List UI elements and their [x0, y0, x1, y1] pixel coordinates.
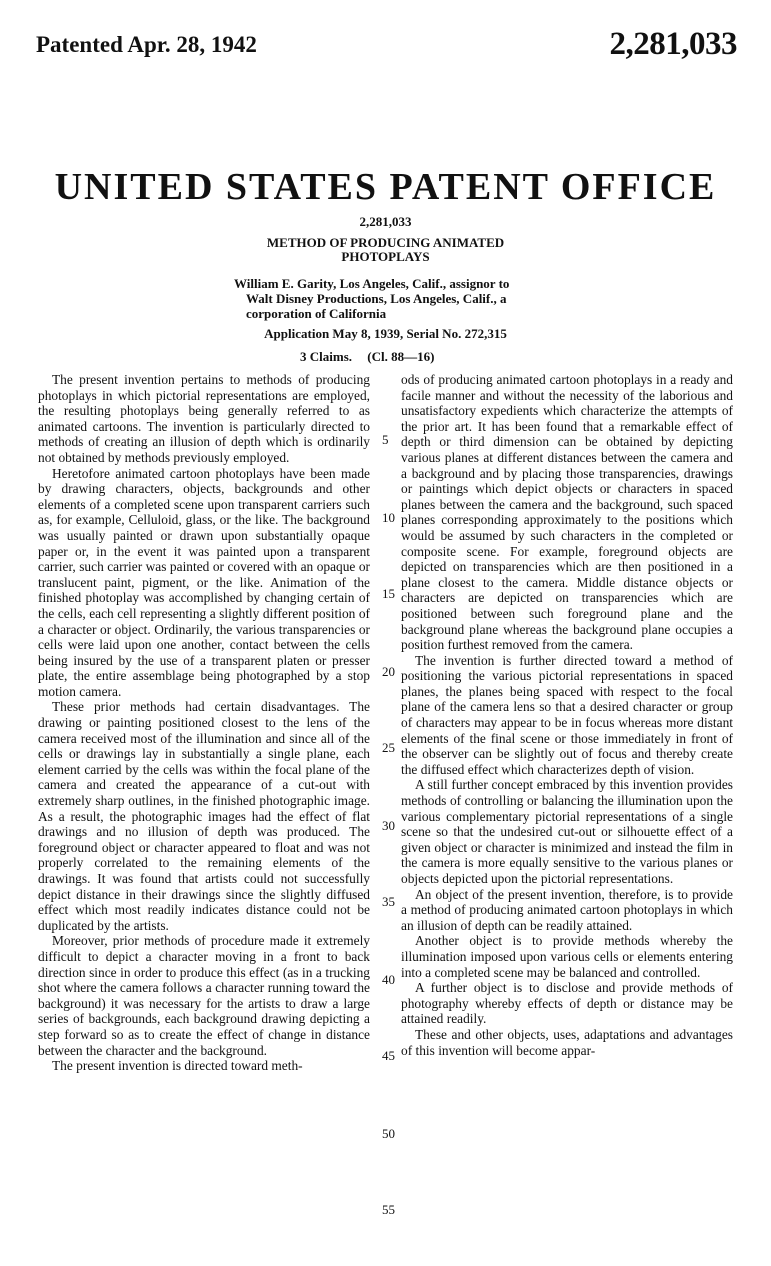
application-line: Application May 8, 1939, Serial No. 272,315 [264, 326, 507, 341]
paragraph: These prior methods had certain disadvantages. The drawing or painting positioned closest to the lens of the camera received most of the illumination and since all of the cells or drawings lay in substantially a single plane, each element carried by the cells was within the focal plane of the camera and created the appearance of a cut-out with extremely sharp outlines, in the finished photographic image. As a result, the photographic images had the effect of flat drawings and no illusion of depth was produced. The foreground object or character appeared to float and was not properly correlated to the remaining elements of the drawings. It was found that artists could not successfully depict distance in their drawings since the slightly diffused effect which most readily indicates distance could not be duplicated by the artists. [38, 699, 370, 933]
paragraph: Heretofore animated cartoon photoplays have been made by drawing characters, objects, backgrounds and other elements of a completed scene upon transparent carriers such as, for example, Celluloid, glass, or the like. The background was usually painted or drawn upon substantially opaque paper or, in the event it was painted upon a transparent carrier, such carrier was painted or covered with an opaque or translucent paint, pigment, or the like. Animation of the finished photoplay was accomplished by changing certain of the cells, each cell representing a slightly different position of a character or object. Ordinarily, the various transparencies or cells were laid upon one another, contact between the cells being insured by the use of a transparent platen or presser plate, the entire assemblage being photographed by a stop motion camera. [38, 465, 370, 699]
line-number: 15 [382, 586, 395, 601]
paragraph: ods of producing animated cartoon photoplays in a ready and facile manner and without the necessity of the laborious and unsatisfactory expedients which characterize the attempts of the prior art. It has been found that a remarkable effect of depth or third dimension can be obtained by depicting various planes at different distances between the camera and a background and by placing those transparencies, drawings or paintings which depict objects or characters in spaced planes between the camera and the background, such spaced planes corresponding approximately to the positions which would be assumed by such characters in the completed or composite scene. For example, foreground objects are depicted on transparencies which are then positioned in a plane closest to the camera. Middle distance objects or characters are depicted on transparencies which are positioned between such foreground plane and the background plane whereas the background plane occupies a position furthest removed from the camera. [401, 372, 733, 653]
patent-number: 2,281,033 [609, 26, 737, 62]
claims-count: 3 Claims. [300, 349, 352, 364]
line-number: 10 [382, 510, 395, 525]
inventor-line: Walt Disney Productions, Los Angeles, Calif., a [246, 291, 507, 306]
inventor-line: William E. Garity, Los Angeles, Calif., assignor to [234, 276, 510, 291]
paragraph: Another object is to provide methods whereby the illumination imposed upon various cells or elements entering into a completed scene may be balanced and controlled. [401, 933, 733, 980]
paragraph: Moreover, prior methods of procedure made it extremely difficult to depict a character moving in a front to back direction since in order to produce this effect (as in a trucking shot where the camera follows a character running toward the background) it was necessary for the artists to draw a large series of backgrounds, each background drawing depicting a step forward so as to create the effect of change in distance between the character and the background. [38, 933, 370, 1058]
line-number: 25 [382, 740, 395, 755]
paragraph: The present invention pertains to methods of producing photoplays in which pictorial representations are employed, the resulting photoplays being generally referred to as animated cartoons. The invention is particularly directed to methods of creating an illusion of depth which is ordinarily not obtained by methods previously employed. [38, 372, 370, 465]
claims-line [300, 349, 434, 365]
office-heading: UNITED STATES PATENT OFFICE [54, 166, 717, 208]
line-number: 40 [382, 972, 395, 987]
title-line: METHOD OF PRODUCING ANIMATED [266, 235, 505, 250]
line-number: 35 [382, 894, 395, 909]
paragraph: A still further concept embraced by this invention provides methods of controlling or balancing the illumination upon the various complementary pictorial representations of a single scene so that the undesired cut-out or silhouette effect of a given object or character is minimized and instead the film in the camera is more equally sensitive to the various planes or objects depicted upon the pictorial representations. [401, 777, 733, 886]
paragraph: An object of the present invention, therefore, is to provide a method of producing animated cartoon photoplays in which an illusion of depth can be readily attained. [401, 886, 733, 933]
paragraph: The present invention is directed toward meth- [52, 1058, 303, 1074]
patented-date: Patented Apr. 28, 1942 [36, 32, 257, 57]
line-number: 5 [382, 432, 389, 447]
patent-number-small: 2,281,033 [359, 214, 412, 229]
classification: (Cl. 88—16) [367, 349, 435, 364]
line-number: 20 [382, 664, 395, 679]
line-number: 45 [382, 1048, 395, 1063]
paragraph: The invention is further directed toward a method of positioning the various pictorial representations in spaced planes, the planes being spaced with respect to the focal plane of the camera lens so that a desired character or group of characters may appear to be in focus whereas more distant elements of the final scene or those immediately in front of the observer can be slightly out of focus and thereby create the diffused effect which characterizes depth of vision. [401, 652, 733, 777]
left-column [38, 372, 370, 1074]
title-line: PHOTOPLAYS [341, 249, 430, 264]
paragraph: A further object is to disclose and provide methods of photography whereby effects of depth or distance may be attained readily. [401, 980, 733, 1027]
inventor-block [234, 276, 614, 321]
right-column [401, 372, 733, 1058]
inventor-line: corporation of California [246, 306, 387, 321]
patent-title [140, 236, 631, 264]
line-number: 30 [382, 818, 395, 833]
line-number: 55 [382, 1202, 395, 1217]
line-number: 50 [382, 1126, 395, 1141]
paragraph: These and other objects, uses, adaptations and advantages of this invention will become appar- [401, 1026, 733, 1058]
